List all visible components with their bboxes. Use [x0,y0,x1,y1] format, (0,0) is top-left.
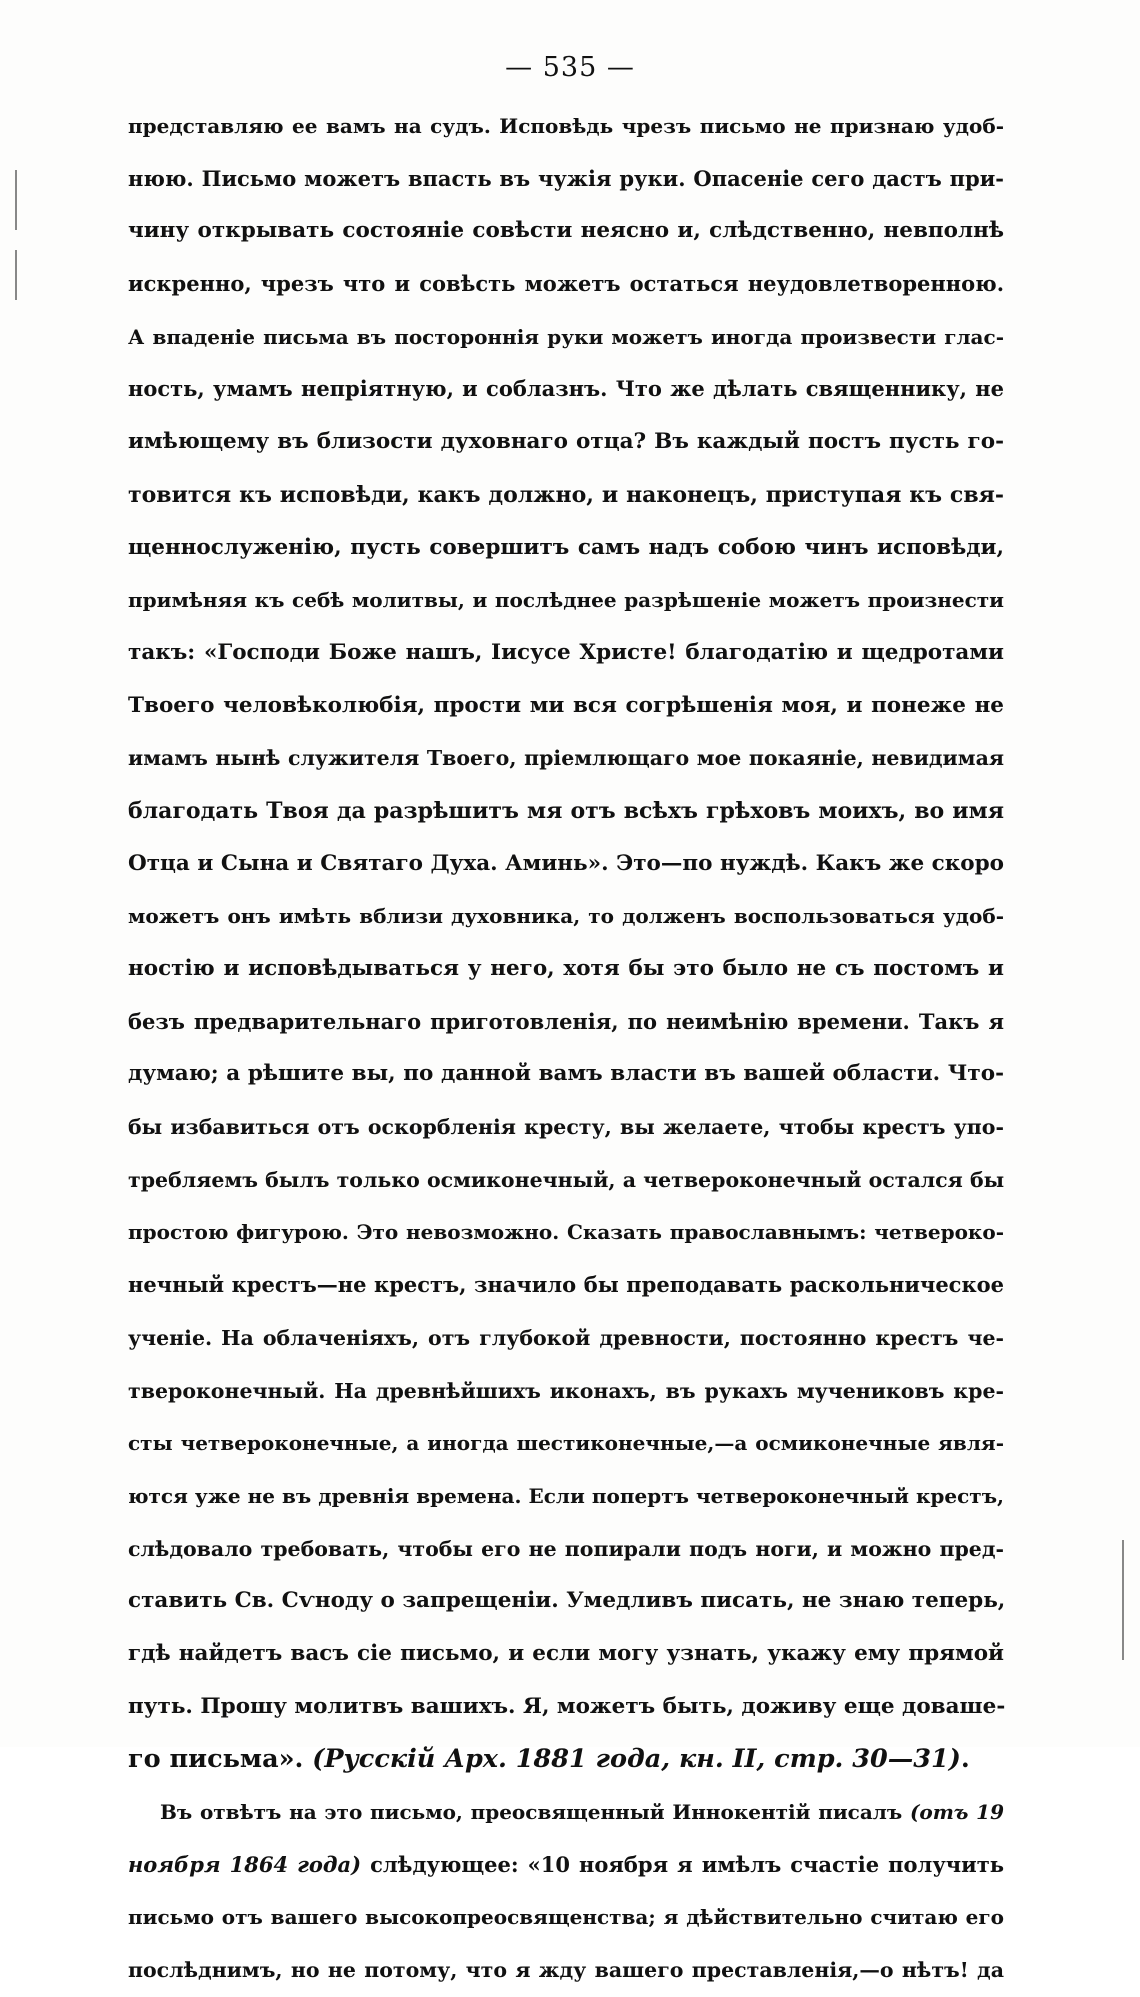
text-segment: такъ: «Господи Боже нашъ, Іисусе Христе! благодатію и щедротами [128,639,1004,665]
text-line [128,1206,1004,1259]
text-segment: Отца и Сына и Святаго Духа. Аминь». Это—по нуждѣ. Какъ же скоро [128,850,1004,876]
text-line [128,1891,1004,1944]
text-segment: гдѣ найдетъ васъ сіе письмо, и если могу узнать, укажу ему прямой [128,1640,1004,1666]
text-line [128,100,1004,153]
text-segment: искренно, чрезъ что и совѣсть можетъ остаться неудовлетворенною. [128,271,1004,297]
text-line [128,205,1004,258]
text-line [128,943,1004,996]
text-segment: примѣняя къ себѣ молитвы, и послѣднее разрѣшеніе можетъ произнести [128,588,1004,613]
text-line [128,732,1004,785]
italic-segment: (отъ 19 [909,1800,1004,1824]
margin-mark [15,170,17,230]
text-line [128,311,1004,364]
text-line [128,469,1004,522]
text-segment: бы избавиться отъ оскорбленія кресту, вы желаете, чтобы крестъ упо- [128,1115,1004,1140]
italic-segment: (Русскій Арх. 1881 года, кн. II, стр. 30—31) [312,1744,961,1775]
text-segment: думаю; а рѣшите вы, по данной вамъ власти въ вашей области. Что- [128,1061,1004,1087]
text-line [128,416,1004,469]
text-line [128,785,1004,838]
text-line [128,1365,1004,1418]
text-segment: благодать Твоя да разрѣшитъ мя отъ всѣхъ грѣховъ моихъ, во имя [128,797,1004,824]
text-segment: нюю. Письмо можетъ впасть въ чужія руки. Опасеніе сего дастъ при- [128,165,1004,191]
text-segment: имамъ нынѣ служителя Твоего, пріемлющаго мое покаяніе, невидимая [128,746,1004,771]
text-line [128,890,1004,943]
text-segment: сты четвероконечные, а иногда шестиконечные,—а осмиконечные явля- [128,1431,1004,1456]
text-line [128,1259,1004,1312]
text-segment: щеннослуженію, пусть совершитъ самъ надъ собою чинъ исповѣди, [128,534,1004,560]
text-segment: путь. Прошу молитвъ вашихъ. Я, можетъ быть, доживу еще доваше- [128,1693,1006,1719]
text-line [128,1786,1004,1839]
page-number: — 535 — [505,52,635,83]
text-segment: можетъ онъ имѣть вблизи духовника, то долженъ воспользоваться удоб- [128,904,1004,929]
text-line [128,1470,1004,1523]
text-line [128,680,1004,733]
text-segment: твероконечный. На древнѣйшихъ иконахъ, въ рукахъ мучениковъ кре- [128,1378,1004,1403]
text-line [128,1839,1004,1892]
body-text [128,100,1004,1997]
text-segment: товится къ исповѣди, какъ должно, и наконецъ, приступая къ свя- [128,481,1004,508]
text-segment: письмо отъ вашего высокопреосвященства; я дѣйствительно считаю его [128,1905,1004,1930]
text-line [128,363,1004,416]
margin-mark [15,250,17,300]
text-line [128,627,1004,680]
text-segment: слѣдующее: «10 ноября я имѣлъ счастіе получить [361,1851,1004,1877]
margin-mark [1122,1540,1124,1660]
text-segment: послѣднимъ, но не потому, что я жду вашего преставленія,—о нѣтъ! да [128,1958,1004,1983]
text-segment: безъ предварительнаго приготовленія, по неимѣнію времени. Такъ я [128,1008,1004,1034]
text-line [128,1417,1004,1470]
text-segment: ются уже не въ древнія времена. Если попертъ четвероконечный крестъ, [128,1483,1004,1508]
text-segment: простою фигурою. Это невозможно. Сказать православнымъ: четвероко- [128,1220,1004,1245]
text-segment: имѣющему въ близости духовнаго отца? Въ каждый постъ пусть го- [128,429,1004,455]
text-segment: нечный крестъ—не крестъ, значило бы преподавать раскольническое [128,1272,1004,1298]
text-line [128,1628,1004,1681]
text-segment: слѣдовало требовать, чтобы его не попирали подъ ноги, и можно пред- [128,1536,1004,1561]
text-line [128,574,1004,627]
text-segment: Твоего человѣколюбія, прости ми вся согрѣшенія моя, и понеже не [128,692,1004,718]
text-segment: ностію и исповѣдываться у него, хотя бы это было не съ постомъ и [128,956,1004,981]
text-line [128,153,1004,206]
text-line [128,1733,1004,1786]
text-segment: ставить Св. Сѵноду о запрещеніи. Умедливъ писать, не знаю теперь, [128,1588,1006,1614]
italic-segment: ноября 1864 года) [128,1851,362,1877]
text-line [128,1944,1004,1997]
text-segment: А впаденіе письма въ постороннія руки можетъ иногда произвести глас- [128,324,1004,349]
text-segment: . [960,1744,970,1775]
text-line [128,522,1004,575]
text-line [128,1681,1004,1734]
text-segment: чину открывать состояніе совѣсти неясно и, слѣдственно, невполнѣ [128,218,1004,244]
text-segment: Въ отвѣтъ на это письмо, преосвященный Иннокентій писалъ [160,1800,910,1824]
text-line [128,1101,1004,1154]
text-segment: требляемъ былъ только осмиконечный, а четвероконечный остался бы [128,1167,1005,1192]
text-line [128,1048,1004,1101]
text-segment: представляю ее вамъ на судъ. Исповѣдь чрезъ письмо не признаю удоб- [128,114,1004,138]
text-line [128,838,1004,891]
text-segment: ученіе. На облаченіяхъ, отъ глубокой древности, постоянно крестъ че- [128,1325,1004,1350]
text-segment: го письма». [128,1744,313,1775]
text-line [128,1523,1004,1576]
text-line [128,1575,1004,1628]
text-line [128,1312,1004,1365]
text-line [128,258,1004,311]
text-line [128,996,1004,1049]
text-line [128,1154,1004,1207]
text-segment: ность, умамъ непріятную, и соблазнъ. Что же дѣлать священнику, не [128,376,1004,402]
